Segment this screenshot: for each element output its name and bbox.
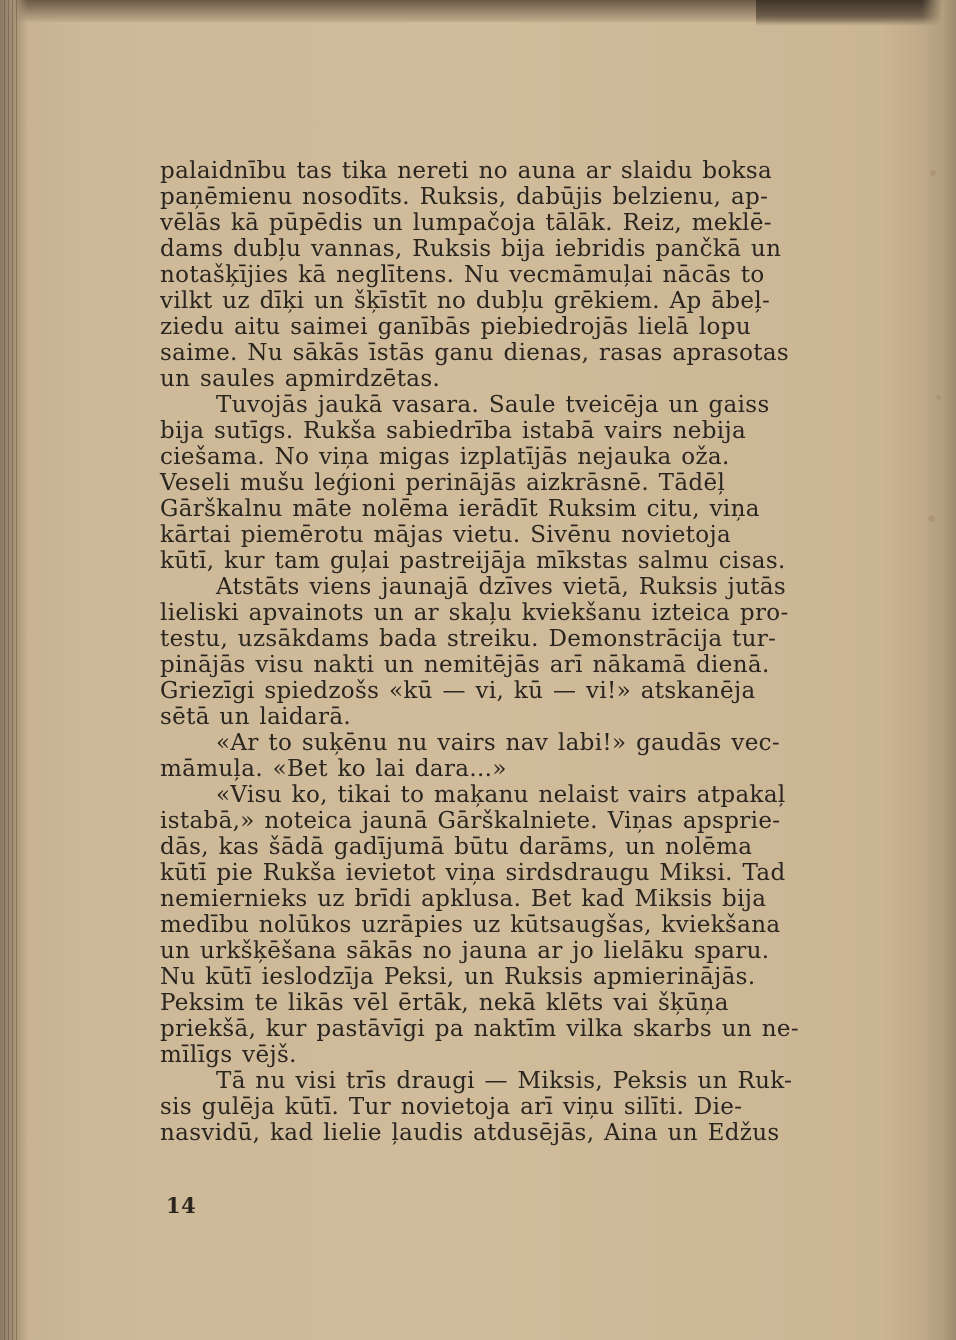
text-line: lieliski apvainots un ar skaļu kviekšanu izteica pro- [160, 600, 789, 626]
text-line: kūtī, kur tam guļai pastreijāja mīkstas salmu cisas. [160, 548, 786, 574]
text-line: sētā un laidarā. [160, 704, 352, 730]
text-line: nemiernieks uz brīdi apklusa. Bet kad Miksis bija [160, 886, 767, 912]
paper-spot [930, 170, 936, 176]
paper-spot [928, 515, 935, 522]
text-line: medību nolūkos uzrāpies uz kūtsaugšas, kviekšana [160, 912, 781, 938]
text-line: un urkšķēšana sākās no jauna ar jo lielāku sparu. [160, 938, 770, 964]
text-line: Veseli mušu leģioni perinājās aizkrāsnē. Tādēļ [160, 470, 726, 496]
text-line: saime. Nu sākās īstās ganu dienas, rasas aprasotas [160, 340, 790, 366]
page-stack-lines [4, 0, 18, 1340]
text-line: mīlīgs vējš. [160, 1042, 297, 1068]
text-line: «Visu ko, tikai to maķanu nelaist vairs atpakaļ [216, 782, 786, 808]
text-line: ziedu aitu saimei ganībās piebiedrojās lielā lopu [160, 314, 751, 340]
text-line: dās, kas šādā gadījumā būtu darāms, un nolēma [160, 834, 753, 860]
text-line: Gārškalnu māte nolēma ierādīt Ruksim citu, viņa [160, 496, 760, 522]
page-number: 14 [166, 1193, 197, 1218]
text-line: Tā nu visi trīs draugi — Miksis, Peksis un Ruk- [216, 1068, 793, 1094]
text-line: Nu kūtī ieslodzīja Peksi, un Ruksis apmierinājās. [160, 964, 756, 990]
text-line: vēlās kā pūpēdis un lumpačoja tālāk. Reiz, meklē- [160, 210, 772, 236]
text-line: Atstāts viens jaunajā dzīves vietā, Ruksis jutās [216, 574, 787, 600]
text-line: notašķījies kā neglītens. Nu vecmāmuļai nācās to [160, 262, 765, 288]
paper-spot [936, 395, 941, 400]
text-line: Peksim te likās vēl ērtāk, nekā klēts vai šķūņa [160, 990, 729, 1016]
text-line: Tuvojās jaukā vasara. Saule tveicēja un gaiss [216, 392, 770, 418]
text-line: «Ar to suķēnu nu vairs nav labi!» gaudās vec- [216, 730, 781, 756]
text-line: palaidnību tas tika nereti no auna ar slaidu boksa [160, 158, 773, 184]
text-line: Griezīgi spiedzošs «kū — vi, kū — vi!» atskanēja [160, 678, 756, 704]
text-line: kūtī pie Rukša ievietot viņa sirdsdraugu Miksi. Tad [160, 860, 786, 886]
text-line: istabā,» noteica jaunā Gārškalniete. Viņas apsprie- [160, 808, 781, 834]
text-line: bija sutīgs. Rukša sabiedrība istabā vairs nebija [160, 418, 747, 444]
text-line: kārtai piemērotu mājas vietu. Sivēnu novietoja [160, 522, 732, 548]
text-line: paņēmienu nosodīts. Ruksis, dabūjis belzienu, ap- [160, 184, 769, 210]
text-line: testu, uzsākdams bada streiku. Demonstrācija tur- [160, 626, 777, 652]
text-line: sis gulēja kūtī. Tur novietoja arī viņu silīti. Die- [160, 1094, 743, 1120]
text-line: nasvidū, kad lielie ļaudis atdusējās, Aina un Edžus [160, 1120, 780, 1146]
text-line: māmuļa. «Bet ko lai dara...» [160, 756, 507, 782]
text-line: ciešama. No viņa migas izplatījās nejauka oža. [160, 444, 730, 470]
text-line: vilkt uz dīķi un šķīstīt no dubļu grēkiem. Ap ābeļ- [160, 288, 771, 314]
text-line: priekšā, kur pastāvīgi pa naktīm vilka skarbs un ne- [160, 1016, 799, 1042]
text-line: un saules apmirdzētas. [160, 366, 441, 392]
text-line: pinājās visu nakti un nemitējās arī nākamā dienā. [160, 652, 770, 678]
body-text [160, 158, 800, 1146]
text-line: dams dubļu vannas, Ruksis bija iebridis pančkā un [160, 236, 782, 262]
page-right-edge [922, 0, 956, 1340]
